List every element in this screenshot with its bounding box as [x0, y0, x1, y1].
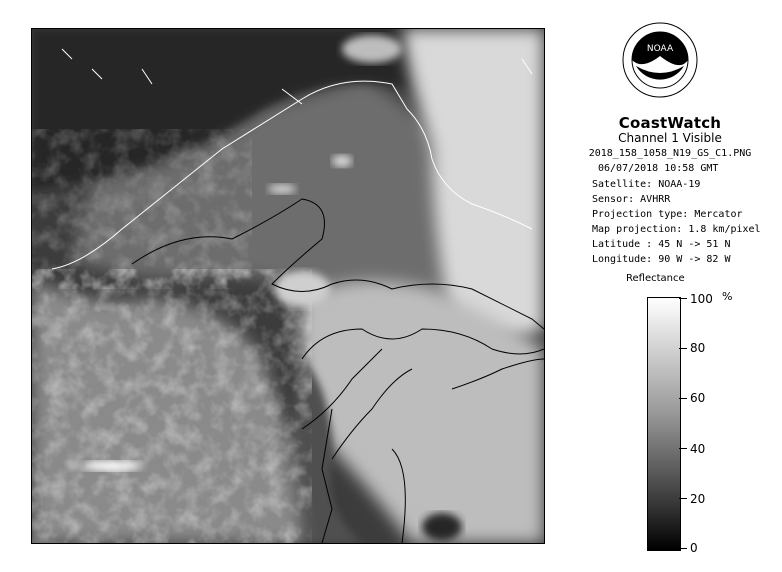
latitude-range: Latitude : 45 N -> 51 N	[592, 239, 731, 250]
logo-text: NOAA	[646, 44, 674, 54]
satellite-label: Satellite: NOAA-19	[592, 179, 701, 190]
colorbar-tick	[679, 398, 687, 399]
map-projection: Map projection: 1.8 km/pixel	[592, 224, 761, 235]
colorbar-tick	[679, 498, 687, 499]
colorbar-tick-label: 20	[690, 492, 706, 506]
noaa-logo-icon	[620, 14, 700, 114]
projection-type: Projection type: Mercator	[592, 209, 743, 220]
colorbar-tick-label: 0	[690, 541, 698, 555]
colorbar-tick-label: 40	[690, 442, 706, 456]
file-name: 2018_158_1058_N19_GS_C1.PNG	[588, 148, 752, 159]
sensor-label: Sensor: AVHRR	[592, 194, 671, 205]
colorbar-tick	[679, 348, 687, 349]
channel-label: Channel 1 Visible	[618, 131, 722, 145]
colorbar-label: Reflectance	[626, 273, 685, 284]
date-time: 06/07/2018 10:58 GMT	[598, 163, 719, 174]
satellite-image	[31, 28, 545, 544]
colorbar-tick	[679, 548, 687, 549]
colorbar-tick	[679, 298, 687, 299]
colorbar-tick-label: 100	[690, 292, 713, 306]
longitude-range: Longitude: 90 W -> 82 W	[592, 254, 731, 265]
product-title: CoastWatch	[618, 114, 722, 132]
colorbar-tick-label: 60	[690, 391, 706, 405]
colorbar-tick	[679, 448, 687, 449]
colorbar-tick-label: 80	[690, 341, 706, 355]
colorbar-unit: %	[722, 290, 733, 303]
colorbar	[647, 297, 681, 551]
